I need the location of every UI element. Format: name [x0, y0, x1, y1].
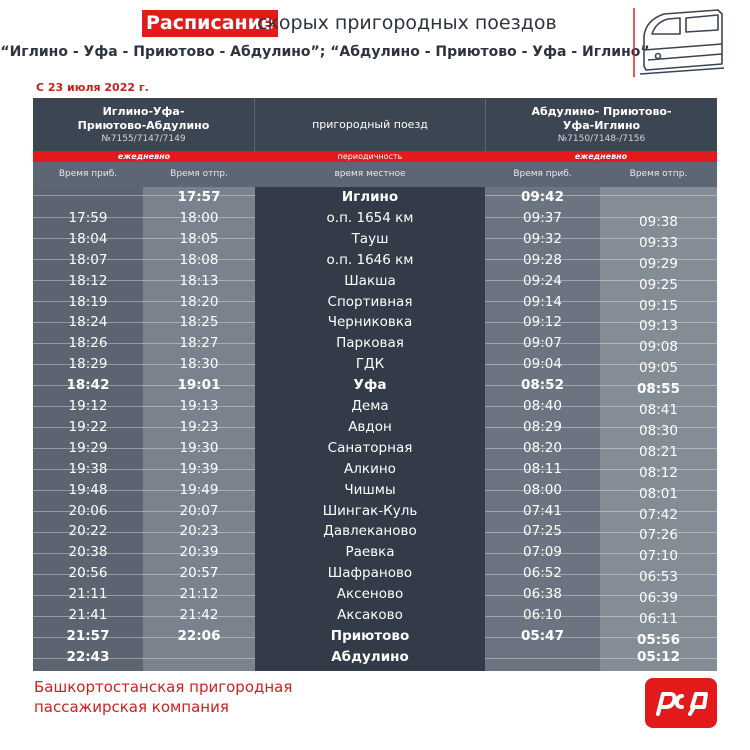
rzd-logo-mark	[652, 688, 710, 718]
departure-left: 18:08	[179, 251, 219, 268]
station-name: Тауш	[351, 230, 389, 247]
departure-left: 21:12	[179, 586, 219, 603]
station-name: Чишмы	[344, 481, 396, 498]
departure-left: 18:00	[179, 209, 219, 226]
rzd-logo	[645, 678, 717, 728]
direction-right-numbers: №7150/7148-/7156	[557, 133, 646, 144]
arrival-left: 18:26	[68, 335, 108, 352]
arrival-right: 07:41	[523, 502, 562, 519]
departure-right: 05:56	[637, 631, 680, 648]
departure-right: 07:10	[639, 548, 678, 565]
arrival-left: 19:48	[68, 481, 108, 498]
departure-right: 09:13	[639, 318, 678, 335]
station-name: Аксаково	[337, 607, 403, 623]
departure-left: 19:13	[179, 398, 219, 414]
arrival-left: 18:29	[68, 356, 108, 373]
arrival-right: 09:32	[523, 230, 562, 247]
arrival-left: 20:06	[68, 502, 108, 519]
station-name: Дема	[351, 398, 389, 414]
table-row	[33, 375, 717, 396]
train-icon	[632, 4, 727, 79]
departure-right: 08:55	[637, 381, 680, 398]
departure-right: 09:05	[639, 360, 678, 377]
station-name: Иглино	[341, 189, 399, 205]
arrival-right: 09:12	[523, 314, 562, 331]
departure-right: 08:12	[639, 464, 678, 481]
departure-left	[143, 647, 255, 668]
departure-left: 18:05	[179, 230, 219, 247]
departure-right: 08:30	[639, 422, 678, 439]
departure-right: 09:38	[639, 213, 678, 230]
periodicity-bar	[33, 151, 717, 162]
company-name-line-1: Башкортостанская пригородная	[34, 678, 293, 696]
direction-right-title-2: Уфа-Иглино	[562, 118, 641, 132]
arrival-right: 09:42	[521, 189, 564, 205]
station-name: Алкино	[344, 460, 396, 477]
arrival-left: 18:04	[68, 230, 108, 247]
arrival-right	[485, 647, 600, 668]
station-name: Аксеново	[336, 586, 404, 603]
arrival-right: 06:52	[523, 565, 562, 582]
departure-left: 19:01	[177, 377, 221, 394]
title-text: скорых пригородных поездов	[257, 12, 557, 34]
station-name: Санаторная	[327, 439, 413, 456]
schedule-date: С 23 июля 2022 г.	[36, 81, 149, 94]
arrival-right: 08:29	[523, 418, 562, 435]
station-name: Приютово	[330, 627, 410, 644]
station-name: Давлеканово	[323, 523, 417, 540]
arrival-left: 20:38	[68, 544, 108, 561]
arrival-left: 18:12	[68, 272, 108, 289]
arrival-left: 22:43	[66, 648, 110, 665]
arrival-left: 21:57	[66, 627, 110, 644]
departure-right: 06:11	[639, 611, 678, 627]
arrival-right: 07:25	[523, 523, 562, 540]
arrival-right: 06:38	[523, 586, 562, 603]
departure-right: 09:29	[639, 255, 678, 272]
table-row	[33, 271, 717, 292]
arrival-left: 18:24	[68, 314, 108, 331]
table-row	[33, 563, 717, 584]
direction-left-title-2: Приютово-Абдулино	[77, 118, 210, 132]
departure-left: 18:27	[179, 335, 219, 352]
departure-left: 20:57	[179, 565, 219, 582]
table-row	[33, 521, 717, 542]
departure-right: 07:26	[639, 527, 678, 544]
departure-left: 22:06	[177, 627, 221, 644]
table-row	[33, 312, 717, 333]
departure-left: 18:13	[179, 272, 219, 289]
table-row	[33, 187, 717, 208]
station-name: Парковая	[336, 335, 404, 352]
table-row	[33, 542, 717, 563]
arrival-right: 09:14	[523, 293, 562, 310]
table-row	[33, 438, 717, 459]
arrival-left: 21:11	[68, 586, 108, 603]
col-dep-left: Время отпр.	[170, 169, 228, 179]
table-row	[33, 396, 717, 417]
arrival-left	[33, 187, 143, 208]
table-row	[33, 208, 717, 229]
arrival-right: 09:07	[523, 335, 562, 352]
direction-left-header	[33, 98, 255, 151]
departure-left: 18:20	[179, 293, 219, 310]
periodicity-label: периодичность	[337, 152, 403, 161]
arrival-right: 09:28	[523, 251, 562, 268]
arrival-right: 05:47	[521, 627, 564, 644]
table-row	[33, 417, 717, 438]
departure-left: 20:39	[179, 544, 219, 561]
table-row	[33, 626, 717, 647]
arrival-left: 19:29	[68, 439, 108, 456]
departure-left: 19:30	[179, 439, 219, 456]
departure-right	[600, 187, 717, 208]
arrival-right: 07:09	[523, 544, 562, 561]
station-name: Раевка	[345, 544, 395, 561]
train-type-header: пригородный поезд	[312, 118, 428, 131]
departure-right: 05:12	[637, 648, 680, 665]
departure-right: 06:39	[639, 590, 678, 607]
departure-left: 18:25	[179, 314, 219, 331]
table-row	[33, 605, 717, 626]
departure-left: 18:30	[179, 356, 219, 373]
column-headers	[33, 162, 717, 187]
arrival-left: 18:42	[66, 377, 110, 394]
table-row	[33, 480, 717, 501]
departure-right: 08:01	[639, 485, 678, 502]
departure-left: 21:42	[179, 607, 219, 623]
departure-right: 06:53	[639, 569, 678, 586]
direction-right-header	[485, 98, 717, 151]
table-row	[33, 229, 717, 250]
arrival-right: 09:37	[523, 209, 562, 226]
col-arr-left: Время приб.	[58, 169, 118, 179]
departure-right: 09:25	[639, 276, 678, 293]
departure-right: 09:15	[639, 297, 678, 314]
periodicity-left: ежедневно	[117, 152, 171, 161]
station-name: Шингак-Куль	[322, 502, 418, 519]
table-row	[33, 333, 717, 354]
arrival-right: 09:24	[523, 272, 562, 289]
departure-left: 19:39	[179, 460, 219, 477]
col-local-time: время местное	[334, 169, 406, 179]
arrival-left: 19:38	[68, 460, 108, 477]
station-name: Шафраново	[327, 565, 413, 582]
station-name: о.п. 1654 км	[326, 209, 414, 226]
station-name: Авдон	[348, 418, 392, 435]
arrival-right: 08:40	[523, 398, 562, 414]
table-row	[33, 250, 717, 271]
col-dep-right: Время отпр.	[629, 169, 688, 179]
arrival-left: 20:22	[68, 523, 108, 540]
arrival-left: 18:19	[68, 293, 108, 310]
col-arr-right: Время приб.	[513, 169, 572, 179]
title-highlight: Расписание	[142, 10, 278, 37]
periodicity-right: ежедневно	[574, 152, 628, 161]
table-row	[33, 647, 717, 668]
departure-right: 08:21	[639, 443, 678, 460]
departure-right: 08:41	[639, 402, 678, 418]
departure-left: 19:49	[179, 481, 219, 498]
departure-right: 07:42	[639, 506, 678, 523]
direction-right-title-1: Абдулино- Приютово-	[531, 104, 672, 118]
station-name: Черниковка	[327, 314, 413, 331]
arrival-right: 08:20	[523, 439, 562, 456]
arrival-right: 06:10	[523, 607, 562, 623]
arrival-left: 18:07	[68, 251, 108, 268]
arrival-right: 09:04	[523, 356, 562, 373]
company-name-line-2: пассажирская компания	[34, 698, 229, 716]
arrival-left: 17:59	[68, 209, 108, 226]
arrival-left: 20:56	[68, 565, 108, 582]
departure-left: 20:23	[179, 523, 219, 540]
table-row	[33, 584, 717, 605]
table-row	[33, 501, 717, 522]
arrival-left: 21:41	[68, 607, 108, 623]
route-subtitle: “Иглино - Уфа - Приютово - Абдулино”; “Абдулино - Приютово - Уфа - Иглино”	[0, 44, 650, 60]
station-name: ГДК	[355, 356, 385, 373]
station-name: Абдулино	[331, 648, 409, 665]
station-name: Уфа	[353, 377, 387, 394]
arrival-right: 08:00	[523, 481, 562, 498]
direction-left-title-1: Иглино-Уфа-	[102, 104, 185, 118]
arrival-right: 08:52	[521, 377, 564, 394]
station-name: Спортивная	[327, 293, 413, 310]
table-header	[33, 98, 717, 151]
departure-left: 20:07	[179, 502, 219, 519]
departure-left: 19:23	[179, 418, 219, 435]
station-name: о.п. 1646 км	[326, 251, 414, 268]
arrival-left: 19:12	[68, 398, 108, 414]
arrival-left: 19:22	[68, 418, 108, 435]
station-name: Шакша	[344, 272, 396, 289]
table-row	[33, 354, 717, 375]
departure-right: 09:08	[639, 339, 678, 356]
table-row	[33, 459, 717, 480]
table-row	[33, 292, 717, 313]
direction-left-numbers: №7155/7147/7149	[101, 133, 186, 144]
departure-right: 09:33	[639, 234, 678, 251]
company-name	[34, 677, 292, 717]
departure-left: 17:57	[177, 189, 221, 205]
arrival-right: 08:11	[523, 460, 562, 477]
